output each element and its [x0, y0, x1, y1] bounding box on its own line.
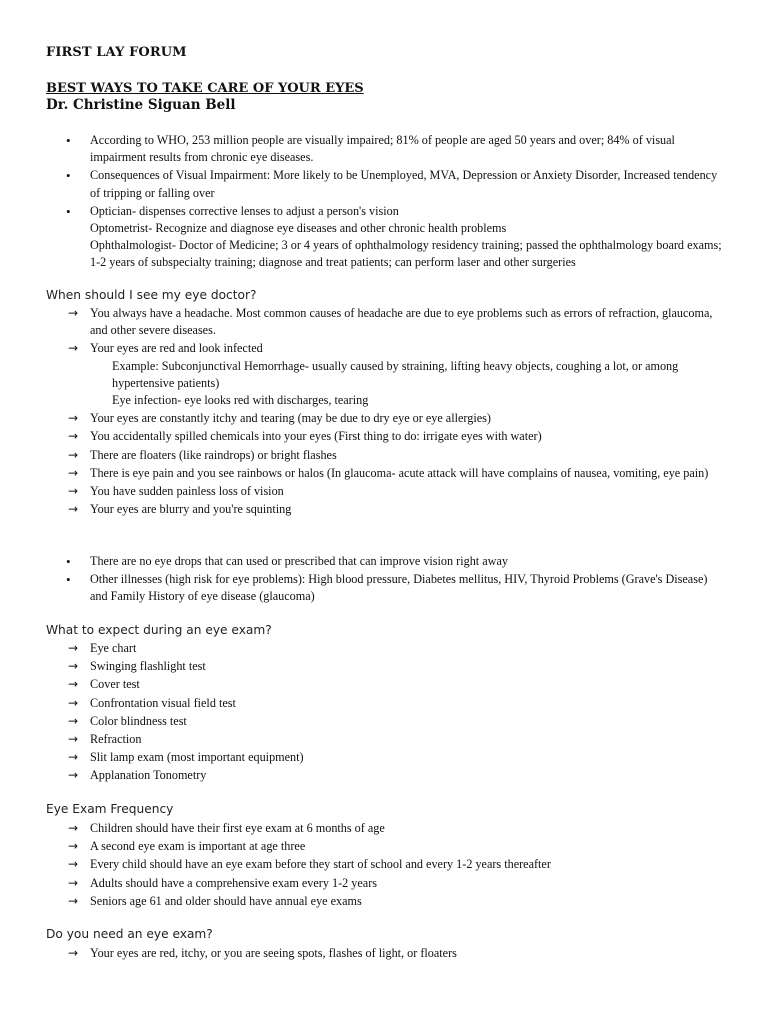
list-item: → Every child should have an eye exam before they start of school and every 1-2 years thereafter: [64, 856, 724, 873]
list-item: → Slit lamp exam (most important equipment): [64, 749, 724, 766]
list-item: → You have sudden painless loss of vision: [64, 483, 724, 500]
list-item: → A second eye exam is important at age three: [64, 838, 724, 855]
list-item: → Children should have their first eye exam at 6 months of age: [64, 820, 724, 837]
list-item: → You accidentally spilled chemicals into your eyes (First thing to do: irrigate eyes with water): [64, 428, 724, 445]
list-item: • According to WHO, 253 million people are visually impaired; 81% of people are aged 50 years and over; 84% of visual impairment results from chronic eye diseases.: [64, 132, 724, 166]
list-item: → Adults should have a comprehensive exam every 1-2 years: [64, 875, 724, 892]
need-arrow-list: [64, 945, 724, 963]
frequency-arrow-list: [64, 820, 724, 911]
list-item: → There are floaters (like raindrops) or bright flashes: [64, 447, 724, 464]
list-item: → Eye chart: [64, 640, 724, 657]
section-heading-when: When should I see my eye doctor?: [46, 288, 257, 302]
list-item: → Your eyes are red, itchy, or you are seeing spots, flashes of light, or floaters: [64, 945, 724, 962]
section-heading-need: Do you need an eye exam?: [46, 927, 213, 941]
list-item: → Your eyes are red and look infected Example: Subconjunctival Hemorrhage- usually caused by straining, lifting heavy objects, coughing a lot, or among hypertensive patients) Eye infection- eye looks red with discharges, tearing: [64, 340, 724, 409]
document-title: BEST WAYS TO TAKE CARE OF YOUR EYES: [46, 81, 364, 96]
list-item: → Confrontation visual field test: [64, 695, 724, 712]
list-item: → Your eyes are blurry and you're squinting: [64, 501, 724, 518]
list-item: • Other illnesses (high risk for eye problems): High blood pressure, Diabetes mellitus, HIV, Thyroid Problems (Grave's Disease) and Family History of eye disease (glaucoma): [64, 571, 724, 605]
list-item: → There is eye pain and you see rainbows or halos (In glaucoma- acute attack will have complains of nausea, vomiting, eye pain): [64, 465, 724, 482]
section-heading-exam: What to expect during an eye exam?: [46, 623, 272, 637]
list-item: → Swinging flashlight test: [64, 658, 724, 675]
list-item: → Refraction: [64, 731, 724, 748]
intro-bullet-list: [64, 132, 724, 273]
forum-title: FIRST LAY FORUM: [46, 45, 187, 60]
exam-arrow-list: [64, 640, 724, 786]
list-item: → Color blindness test: [64, 713, 724, 730]
list-item: • There are no eye drops that can used or prescribed that can improve vision right away: [64, 553, 724, 570]
list-item: → Cover test: [64, 676, 724, 693]
list-item: → Applanation Tonometry: [64, 767, 724, 784]
notes-bullet-list: [64, 553, 724, 607]
document-author: Dr. Christine Siguan Bell: [46, 97, 236, 113]
list-item: • Optician- dispenses corrective lenses to adjust a person's vision Optometrist- Recognize and diagnose eye diseases and other chronic health problems Ophthalmologist- Doctor of Medicine; 3 or 4 years of ophthalmology residency training; passed the ophthalmology board exams; 1-2 years of subspecialty training; diagnose and treat patients; can perform laser and other surgeries: [64, 203, 724, 272]
when-arrow-list: [64, 305, 724, 519]
list-item: • Consequences of Visual Impairment: More likely to be Unemployed, MVA, Depression or Anxiety Disorder, Increased tendency of tripping or falling over: [64, 167, 724, 201]
list-item: → Your eyes are constantly itchy and tearing (may be due to dry eye or eye allergies): [64, 410, 724, 427]
section-heading-frequency: Eye Exam Frequency: [46, 802, 174, 816]
list-item: → Seniors age 61 and older should have annual eye exams: [64, 893, 724, 910]
list-item: → You always have a headache. Most common causes of headache are due to eye problems such as errors of refraction, glaucoma, and other severe diseases.: [64, 305, 724, 339]
